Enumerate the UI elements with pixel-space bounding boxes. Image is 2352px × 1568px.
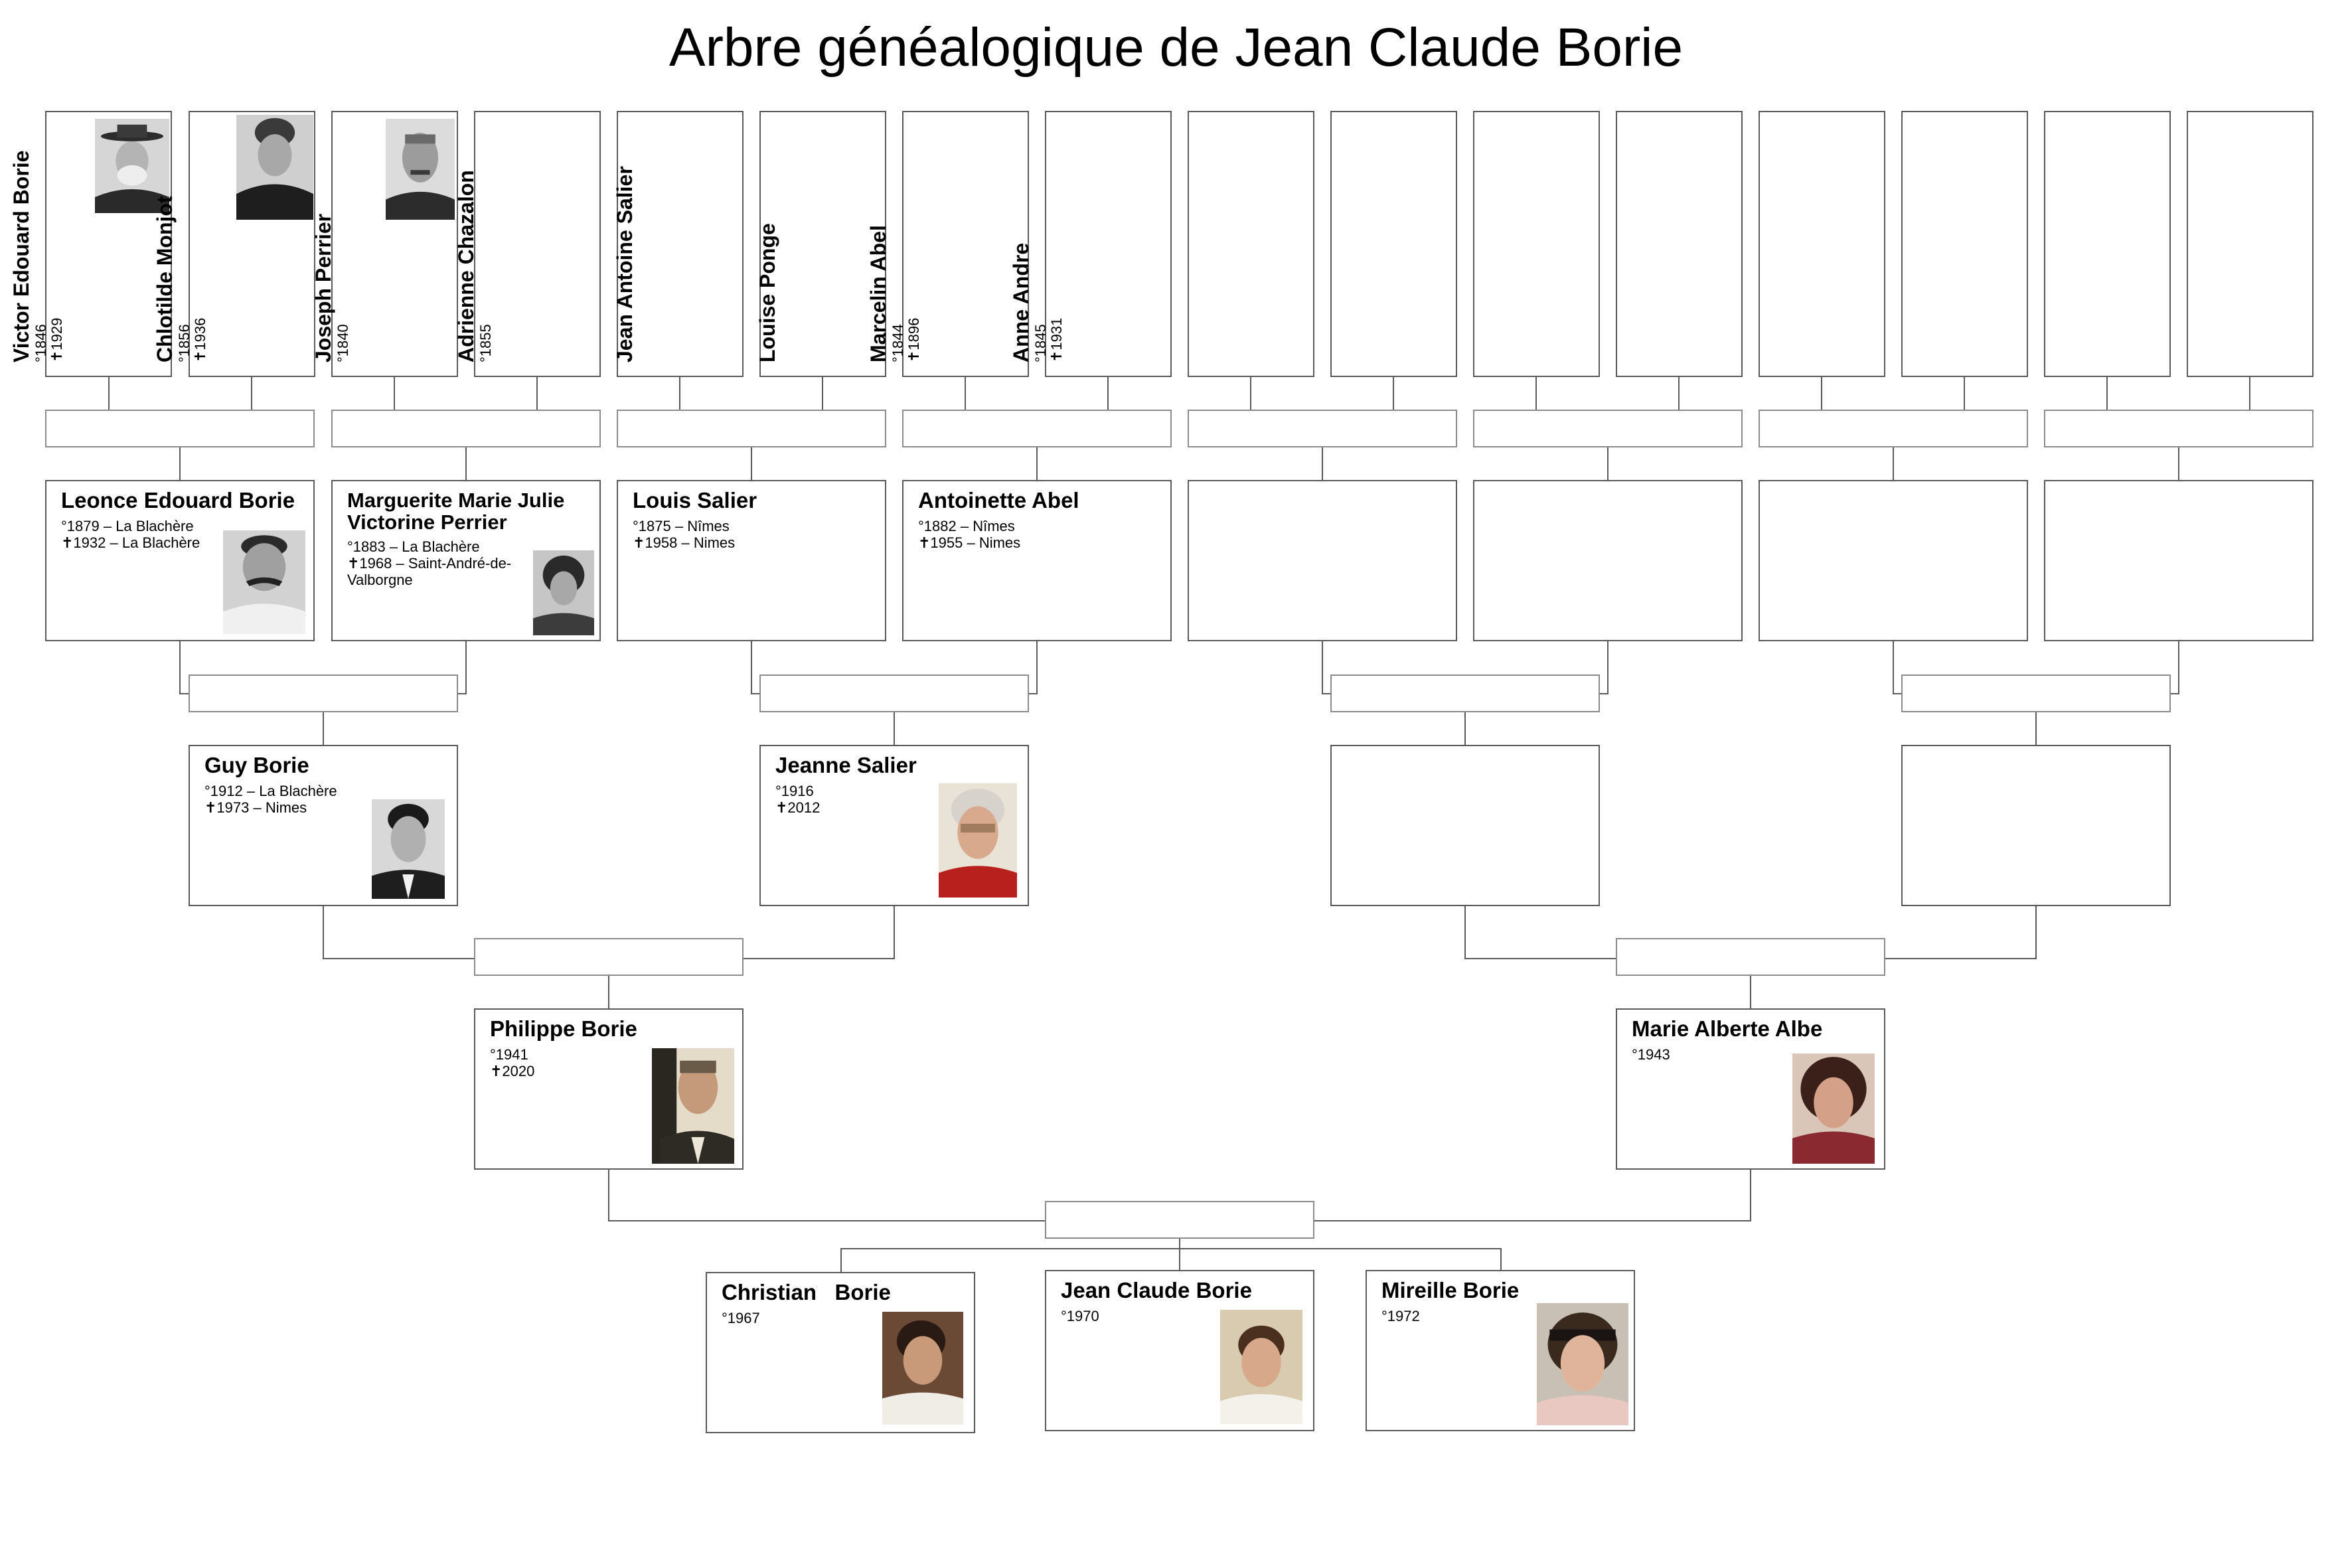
connector-line [1607, 447, 1608, 481]
connector-line [394, 377, 395, 410]
portrait-photo [652, 1048, 734, 1164]
person-box[interactable] [613, 111, 744, 377]
person-box-empty[interactable] [1188, 111, 1314, 377]
birth-date: °1943 [1632, 1046, 1670, 1063]
birth-date: °1916 [775, 783, 814, 799]
marriage-box[interactable] [1616, 938, 1885, 976]
person-name: Christian Borie [722, 1280, 891, 1304]
marriage-box[interactable] [1759, 410, 2028, 447]
portrait-photo [236, 115, 313, 220]
connector-line [822, 377, 823, 410]
death-date: ✝1929 [48, 317, 65, 362]
person-box-empty[interactable] [1330, 111, 1457, 377]
marriage-box[interactable] [1473, 410, 1743, 447]
person-name: Louis Salier [633, 488, 757, 512]
person-box[interactable] [189, 745, 458, 906]
person-name: Marcelin Abel [866, 225, 890, 362]
marriage-box[interactable] [1330, 674, 1600, 712]
person-name: Jean Antoine Salier [613, 166, 637, 362]
birth-date: °1875 – Nîmes [633, 518, 730, 534]
person-box-empty[interactable] [1473, 480, 1743, 641]
connector-line [1750, 976, 1751, 1009]
person-name: Philippe Borie [490, 1016, 637, 1041]
connector-line [179, 447, 181, 481]
birth-date: °1883 – La Blachère [347, 538, 480, 555]
connector-line [608, 976, 609, 1009]
connector-line [1393, 377, 1394, 410]
person-name: Mireille Borie [1381, 1278, 1520, 1302]
person-name: Anne Andre [1009, 242, 1033, 362]
birth-date: °1856 [176, 324, 193, 362]
person-name: Guy Borie [204, 753, 309, 777]
connector-line [251, 377, 252, 410]
death-date: ✝2012 [775, 799, 821, 816]
connector-line [1678, 377, 1680, 410]
person-box-empty[interactable] [1473, 111, 1600, 377]
person-vertical-label [311, 214, 351, 362]
person-name: Antoinette Abel [918, 488, 1079, 512]
person-box-empty[interactable] [1330, 745, 1600, 906]
person-name: Joseph Perrier [311, 213, 335, 362]
connector-line [465, 447, 467, 481]
portrait-photo [223, 530, 305, 634]
person-box-empty[interactable] [1616, 111, 1743, 377]
marriage-box[interactable] [1045, 1201, 1314, 1239]
connector-line [751, 641, 752, 694]
birth-date: °1855 [477, 324, 494, 362]
connector-line [894, 906, 895, 959]
person-box[interactable] [311, 111, 458, 377]
person-box-empty[interactable] [1901, 745, 2171, 906]
person-box[interactable] [1009, 111, 1172, 377]
page-title: Arbre généalogique de Jean Claude Borie [668, 17, 1684, 78]
connector-line [1500, 1248, 1502, 1273]
death-date: ✝1931 [1048, 317, 1065, 362]
portrait-photo [939, 783, 1017, 898]
marriage-box[interactable] [902, 410, 1172, 447]
person-box[interactable] [331, 480, 601, 641]
person-box[interactable] [153, 111, 315, 377]
connector-line [1893, 447, 1894, 481]
marriage-box[interactable] [617, 410, 886, 447]
connector-line [2249, 377, 2250, 410]
connector-line [840, 1248, 842, 1273]
marriage-box[interactable] [45, 410, 315, 447]
death-date: ✝1936 [192, 317, 208, 362]
person-vertical-label [866, 225, 922, 362]
portrait-photo [1792, 1054, 1875, 1164]
person-box[interactable] [1366, 1270, 1635, 1431]
person-box-empty[interactable] [1759, 111, 1885, 377]
death-date: ✝1973 – Nimes [204, 799, 307, 816]
person-box[interactable] [1045, 1270, 1314, 1431]
connector-line [679, 377, 680, 410]
connector-line [2178, 641, 2179, 694]
connector-line [323, 906, 324, 959]
person-name: Jeanne Salier [775, 753, 917, 777]
person-box[interactable] [706, 1272, 975, 1433]
connector-line [840, 1248, 1502, 1249]
person-box[interactable] [474, 1008, 744, 1170]
death-date: ✝1968 – Saint-André-de-Valborgne [347, 555, 512, 588]
birth-date: °1846 [33, 324, 49, 362]
person-box-empty[interactable] [2044, 480, 2313, 641]
portrait-photo [1537, 1303, 1628, 1425]
connector-line [1036, 641, 1038, 694]
connector-line [1036, 447, 1038, 481]
connector-line [179, 641, 181, 694]
connector-line [536, 377, 538, 410]
connector-line [1464, 712, 1466, 745]
connector-line [608, 1170, 609, 1221]
birth-date: °1882 – Nîmes [918, 518, 1015, 534]
connector-line [1821, 377, 1822, 410]
person-box[interactable] [454, 111, 601, 377]
portrait-photo [533, 550, 594, 635]
person-vertical-label [454, 170, 494, 362]
portrait-photo [1220, 1310, 1302, 1424]
connector-line [1179, 1239, 1180, 1272]
marriage-box[interactable] [1188, 410, 1457, 447]
connector-line [1250, 377, 1251, 410]
person-box[interactable] [617, 480, 886, 641]
person-box[interactable] [902, 480, 1172, 641]
portrait-photo [882, 1312, 963, 1425]
birth-date: °1970 [1061, 1308, 1099, 1324]
birth-date: °1912 – La Blachère [204, 783, 337, 799]
connector-line [2178, 447, 2179, 481]
person-vertical-label [613, 166, 637, 362]
birth-date: °1840 [335, 324, 351, 362]
connector-line [965, 377, 966, 410]
person-box-empty[interactable] [1188, 480, 1457, 641]
birth-date: °1941 [490, 1046, 528, 1063]
connector-line [108, 377, 110, 410]
connector-line [323, 712, 324, 745]
marriage-box[interactable] [1901, 674, 2171, 712]
connector-line [1107, 377, 1109, 410]
person-name: Chlotilde Monjot [153, 196, 177, 362]
person-name: Adrienne Chazalon [454, 170, 478, 362]
connector-line [1464, 906, 1466, 959]
person-box-empty[interactable] [1759, 480, 2028, 641]
connector-line [465, 641, 467, 694]
person-vertical-label [153, 196, 208, 362]
person-name: Louise Ponge [755, 223, 779, 362]
portrait-photo [372, 799, 445, 899]
marriage-box[interactable] [2044, 410, 2313, 447]
person-box-empty[interactable] [2044, 111, 2171, 377]
birth-date: °1967 [722, 1310, 760, 1326]
birth-date: °1845 [1032, 324, 1049, 362]
person-box[interactable] [45, 480, 315, 641]
person-box[interactable] [1616, 1008, 1885, 1170]
birth-date: °1844 [890, 324, 906, 362]
connector-line [2035, 906, 2037, 959]
marriage-box[interactable] [474, 938, 744, 976]
person-box[interactable] [759, 745, 1029, 906]
birth-date: °1972 [1381, 1308, 1420, 1324]
person-name: Leonce Edouard Borie [61, 488, 295, 512]
death-date: ✝1896 [905, 317, 922, 362]
marriage-box[interactable] [759, 674, 1029, 712]
connector-line [894, 712, 895, 745]
person-name: Jean Claude Borie [1061, 1278, 1252, 1302]
person-name: Victor Edouard Borie [9, 150, 33, 362]
connector-line [751, 447, 752, 481]
person-name: Marie Alberte Albe [1632, 1016, 1823, 1041]
person-vertical-label [755, 223, 779, 362]
person-vertical-label [9, 151, 65, 362]
connector-line [1750, 1170, 1751, 1221]
person-name: Marguerite Marie Julie Victorine Perrier [347, 489, 565, 534]
death-date: ✝2020 [490, 1063, 535, 1079]
connector-line [1607, 641, 1608, 694]
birth-date: °1879 – La Blachère [61, 518, 194, 534]
person-box-empty[interactable] [1901, 111, 2028, 377]
connector-line [2035, 712, 2037, 745]
connector-line [2106, 377, 2108, 410]
death-date: ✝1932 – La Blachère [61, 534, 200, 551]
person-vertical-label [1009, 243, 1065, 362]
death-date: ✝1958 – Nimes [633, 534, 736, 551]
connector-line [1893, 641, 1894, 694]
connector-line [1964, 377, 1965, 410]
connector-line [1535, 377, 1537, 410]
marriage-box[interactable] [189, 674, 458, 712]
marriage-box[interactable] [331, 410, 601, 447]
connector-line [1322, 447, 1323, 481]
person-box-empty[interactable] [2187, 111, 2313, 377]
portrait-photo [386, 119, 455, 220]
death-date: ✝1955 – Nimes [918, 534, 1021, 551]
connector-line [1322, 641, 1323, 694]
